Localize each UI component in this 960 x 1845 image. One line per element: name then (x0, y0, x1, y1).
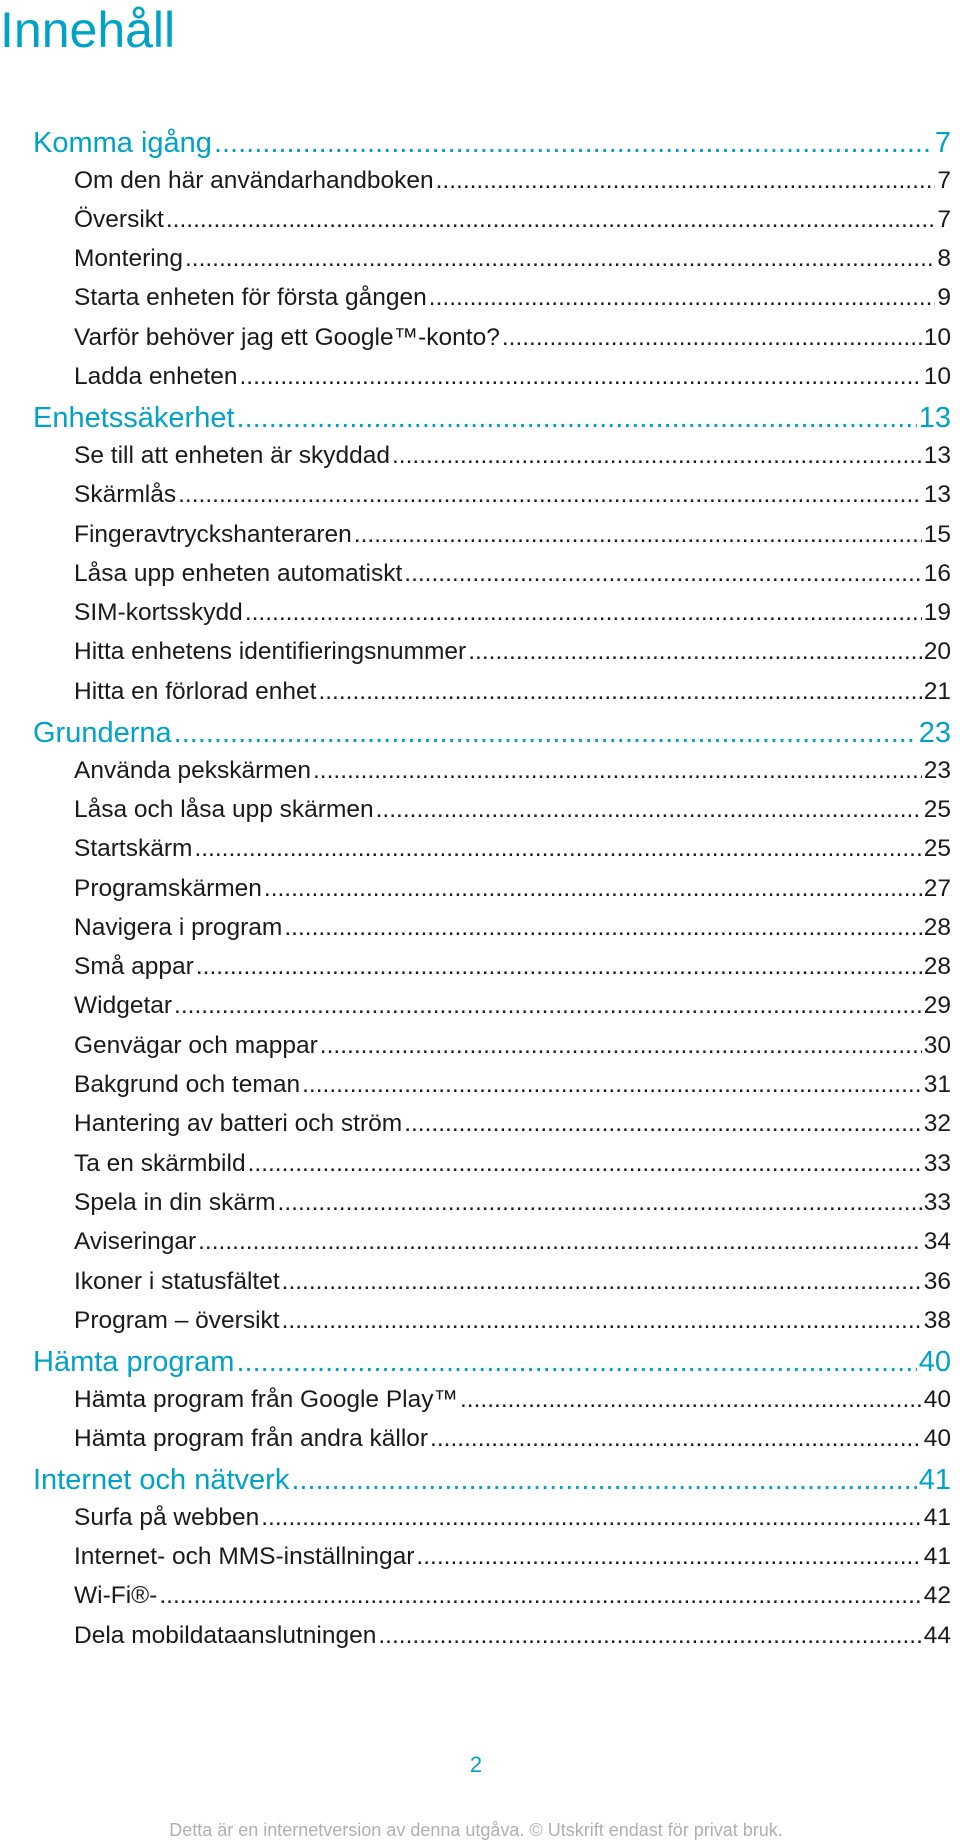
toc-item-page: 15 (923, 520, 951, 548)
dot-leader (159, 1582, 921, 1610)
toc-section[interactable] (0, 1346, 960, 1386)
dot-leader (174, 717, 917, 750)
dot-leader (282, 1307, 922, 1335)
toc-item-label: Internet- och MMS-inställningar (74, 1543, 415, 1571)
dot-leader (166, 206, 936, 234)
dot-leader (302, 1071, 922, 1099)
toc-item-label: SIM-kortsskydd (74, 599, 243, 627)
dot-leader (237, 402, 917, 435)
toc-item-page: 32 (923, 1110, 951, 1138)
toc-item-page: 31 (923, 1071, 951, 1099)
toc-item[interactable] (0, 167, 960, 206)
toc-section-page: 7 (934, 127, 951, 159)
dot-leader (429, 284, 936, 312)
toc-item-page: 30 (923, 1031, 951, 1059)
toc-item[interactable] (0, 914, 960, 953)
toc-item-page: 9 (937, 284, 951, 312)
toc-item-label: Fingeravtryckshanteraren (74, 520, 352, 548)
dot-leader (240, 363, 922, 391)
page-title: Innehåll (0, 2, 176, 58)
toc-item[interactable] (0, 206, 960, 245)
toc-item[interactable] (0, 442, 960, 481)
dot-leader (264, 875, 922, 903)
dot-leader (278, 1189, 922, 1217)
dot-leader (404, 1110, 922, 1138)
toc-item[interactable] (0, 1504, 960, 1543)
toc-item[interactable] (0, 1268, 960, 1307)
toc-item-page: 10 (923, 323, 951, 351)
toc-item[interactable] (0, 1150, 960, 1189)
dot-leader (378, 1622, 921, 1650)
dot-leader (416, 1543, 921, 1571)
dot-leader (430, 1425, 922, 1453)
toc-item-page: 10 (923, 363, 951, 391)
toc-item-page: 34 (923, 1228, 951, 1256)
dot-leader (376, 796, 922, 824)
toc-section-page: 23 (918, 717, 951, 750)
toc-item[interactable] (0, 1386, 960, 1425)
toc-item[interactable] (0, 678, 960, 717)
toc-item[interactable] (0, 284, 960, 323)
toc-section-page: 40 (918, 1346, 951, 1379)
toc-item[interactable] (0, 363, 960, 402)
toc-item-label: Programskärmen (74, 874, 262, 902)
toc-section-page: 41 (918, 1464, 951, 1497)
toc-item[interactable] (0, 1189, 960, 1228)
toc-section-title: Grunderna (33, 717, 172, 750)
toc-item-label: Wi-Fi®- (74, 1582, 158, 1610)
toc-item[interactable] (0, 481, 960, 520)
dot-leader (214, 127, 933, 160)
toc-item-page: 38 (923, 1306, 951, 1334)
dot-leader (198, 1228, 922, 1256)
dot-leader (194, 835, 921, 863)
toc-item-label: Översikt (74, 205, 164, 233)
toc-item-label: Skärmlås (74, 481, 177, 509)
toc-item-label: Hitta en förlorad enhet (74, 677, 317, 705)
toc-item-page: 44 (923, 1621, 951, 1649)
toc-item-page: 8 (937, 245, 951, 273)
toc-item[interactable] (0, 1228, 960, 1267)
toc-item-page: 28 (923, 953, 951, 981)
dot-leader (502, 324, 922, 352)
toc-item[interactable] (0, 1582, 960, 1621)
toc-item-label: Hämta program från andra källor (74, 1424, 429, 1452)
dot-leader (320, 1032, 922, 1060)
toc-item-label: Ikoner i statusfältet (74, 1267, 280, 1295)
toc-item[interactable] (0, 1032, 960, 1071)
table-of-contents (0, 127, 960, 1661)
dot-leader (404, 560, 921, 588)
toc-item-page: 33 (923, 1188, 951, 1216)
toc-item-page: 40 (923, 1385, 951, 1413)
toc-item[interactable] (0, 599, 960, 638)
dot-leader (284, 914, 921, 942)
toc-item-label: Startskärm (74, 835, 193, 863)
toc-section[interactable] (0, 402, 960, 442)
toc-item-label: Ta en skärmbild (74, 1149, 246, 1177)
toc-item[interactable] (0, 757, 960, 796)
toc-item-page: 13 (923, 441, 951, 469)
toc-item-label: Program – översikt (74, 1306, 280, 1334)
dot-leader (248, 1150, 922, 1178)
toc-item[interactable] (0, 324, 960, 363)
toc-item-label: Aviseringar (74, 1228, 197, 1256)
toc-item-label: Använda pekskärmen (74, 756, 311, 784)
page-number: 2 (469, 1752, 483, 1777)
dot-leader (354, 521, 922, 549)
toc-item-page: 41 (923, 1543, 951, 1571)
toc-item-label: Se till att enheten är skyddad (74, 441, 390, 469)
toc-item-label: Hämta program från Google Play™ (74, 1385, 458, 1413)
toc-item-page: 25 (923, 795, 951, 823)
toc-item-page: 20 (923, 638, 951, 666)
toc-item-page: 33 (923, 1149, 951, 1177)
toc-item[interactable] (0, 1110, 960, 1149)
toc-item-label: Hitta enhetens identifieringsnummer (74, 638, 467, 666)
dot-leader (196, 953, 922, 981)
toc-item-label: Om den här användarhandboken (74, 166, 434, 194)
dot-leader (185, 245, 935, 273)
toc-item[interactable] (0, 1071, 960, 1110)
toc-item[interactable] (0, 1307, 960, 1346)
toc-item-page: 7 (937, 205, 951, 233)
toc-section-title: Hämta program (33, 1346, 235, 1379)
dot-leader (313, 757, 922, 785)
toc-item-label: Montering (74, 245, 183, 273)
dot-leader (468, 638, 922, 666)
toc-section-title: Internet och nätverk (33, 1464, 290, 1497)
dot-leader (178, 481, 922, 509)
toc-item-label: Spela in din skärm (74, 1188, 276, 1216)
toc-item-label: Varför behöver jag ett Google™-konto? (74, 323, 500, 351)
toc-item[interactable] (0, 953, 960, 992)
toc-item[interactable] (0, 796, 960, 835)
toc-item-page: 25 (923, 835, 951, 863)
toc-item-label: Navigera i program (74, 913, 283, 941)
toc-item-page: 21 (923, 677, 951, 705)
toc-item[interactable] (0, 560, 960, 599)
toc-item-page: 41 (923, 1503, 951, 1531)
toc-item-page: 13 (923, 481, 951, 509)
toc-section[interactable] (0, 127, 960, 167)
toc-item[interactable] (0, 638, 960, 677)
toc-item[interactable] (0, 835, 960, 874)
toc-item-page: 40 (923, 1424, 951, 1452)
toc-item-page: 42 (923, 1582, 951, 1610)
toc-item-page: 27 (923, 874, 951, 902)
toc-section[interactable] (0, 717, 960, 757)
dot-leader (236, 1346, 916, 1379)
toc-section[interactable] (0, 1464, 960, 1504)
toc-item-label: Bakgrund och teman (74, 1071, 301, 1099)
toc-item-label: Genvägar och mappar (74, 1031, 318, 1059)
dot-leader (436, 167, 936, 195)
toc-item[interactable] (0, 875, 960, 914)
toc-item-label: Hantering av batteri och ström (74, 1110, 403, 1138)
toc-item[interactable] (0, 521, 960, 560)
toc-item-page: 28 (923, 913, 951, 941)
toc-item-page: 16 (923, 559, 951, 587)
toc-item-page: 23 (923, 756, 951, 784)
dot-leader (261, 1504, 921, 1532)
toc-section-page: 13 (918, 402, 951, 435)
dot-leader (282, 1268, 922, 1296)
toc-section-title: Komma igång (33, 127, 212, 159)
toc-item[interactable] (0, 1622, 960, 1661)
toc-item-page: 7 (937, 166, 951, 194)
dot-leader (392, 442, 922, 470)
toc-item[interactable] (0, 245, 960, 284)
toc-item-page: 36 (923, 1267, 951, 1295)
toc-item-label: Låsa och låsa upp skärmen (74, 795, 374, 823)
dot-leader (174, 992, 922, 1020)
toc-item-label: Små appar (74, 953, 194, 981)
toc-item-label: Låsa upp enheten automatiskt (74, 559, 403, 587)
toc-item-page: 19 (923, 599, 951, 627)
dot-leader (291, 1464, 916, 1497)
toc-item-label: Dela mobildataanslutningen (74, 1621, 377, 1649)
toc-item[interactable] (0, 1543, 960, 1582)
toc-item-label: Surfa på webben (74, 1503, 260, 1531)
dot-leader (318, 678, 921, 706)
toc-item-page: 29 (923, 992, 951, 1020)
toc-item-label: Ladda enheten (74, 363, 238, 391)
toc-item[interactable] (0, 992, 960, 1031)
toc-section-title: Enhetssäkerhet (33, 402, 235, 435)
dot-leader (460, 1386, 922, 1414)
footer-note: Detta är en internetversion av denna utgåva. © Utskrift endast för privat bruk. (169, 1820, 783, 1840)
dot-leader (245, 599, 922, 627)
toc-item[interactable] (0, 1425, 960, 1464)
toc-item-label: Starta enheten för första gången (74, 284, 427, 312)
toc-item-label: Widgetar (74, 992, 173, 1020)
